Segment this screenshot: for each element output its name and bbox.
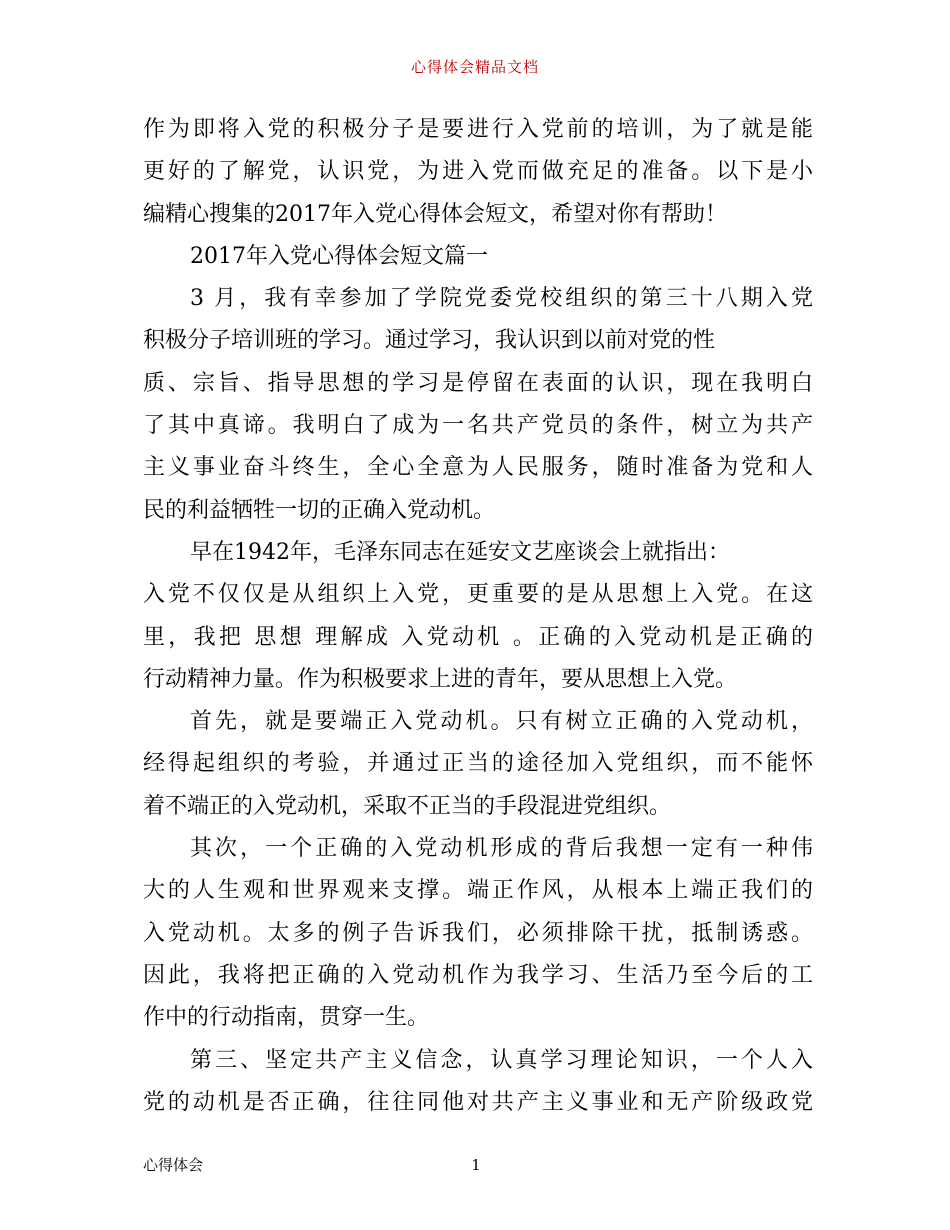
text-line: 其次，一个正确的入党动机形成的背后我想一定有一种伟	[190, 836, 813, 862]
text-line: 第三、坚定共产主义信念，认真学习理论知识，一个人入	[190, 1047, 813, 1073]
text-line: 更好的了解党，认识党，为进入党而做充足的准备。以下是小	[143, 159, 813, 185]
text-line: 经得起组织的考验，并通过正当的途径加入党组织，而不能怀	[143, 751, 813, 777]
text-line: 作为即将入党的积极分子是要进行入党前的培训，为了就是能	[143, 117, 813, 142]
text-line: 民的利益牺牲一切的正确入党动机。	[143, 497, 496, 523]
text-line: 主义事业奋斗终生，全心全意为人民服务，随时准备为党和人	[143, 455, 813, 481]
text-line: 2017年入党心得体会短文篇一	[190, 243, 488, 269]
text-line: 因此，我将把正确的入党动机作为我学习、生活乃至今后的工	[143, 962, 813, 988]
text-line: 了其中真谛。我明白了成为一名共产党员的条件，树立为共产	[143, 413, 813, 439]
text-line: 党的动机是否正确，往往同他对共产主义事业和无产阶级政党	[143, 1089, 813, 1115]
text-line: 编精心搜集的2017年入党心得体会短文，希望对你有帮助！	[143, 201, 727, 227]
page-number: 1	[471, 1156, 481, 1174]
text-line: 行动精神力量。作为积极要求上进的青年，要从思想上入党。	[143, 666, 738, 692]
text-line: 作中的行动指南，贯穿一生。	[143, 1005, 430, 1031]
text-line: 入党动机。太多的例子告诉我们，必须排除干扰，抵制诱惑。	[143, 920, 813, 946]
text-line: 入党不仅仅是从组织上入党，更重要的是从思想上入党。在这	[143, 582, 813, 608]
text-line: 着不端正的入党动机，采取不正当的手段混进党组织。	[143, 793, 672, 819]
text-line: 早在1942年，毛泽东同志在延安文艺座谈会上就指出：	[190, 539, 730, 565]
text-line: 质、宗旨、指导思想的学习是停留在表面的认识，现在我明白	[143, 370, 813, 396]
document-body	[143, 109, 813, 1124]
text-line: 积极分子培训班的学习。通过学习，我认识到以前对党的性	[143, 328, 716, 354]
text-line: 3 月，我有幸参加了学院党委党校组织的第三十八期入党	[190, 286, 813, 312]
text-line: 里，我把 思想 理解成 入党动机 。正确的入党动机是正确的	[143, 624, 813, 650]
page-footer-label: 心得体会	[143, 1156, 204, 1174]
page-header-title: 心得体会精品文档	[410, 58, 539, 76]
text-line: 大的人生观和世界观来支撑。端正作风，从根本上端正我们的	[143, 878, 813, 904]
text-line: 首先，就是要端正入党动机。只有树立正确的入党动机，	[190, 709, 813, 735]
